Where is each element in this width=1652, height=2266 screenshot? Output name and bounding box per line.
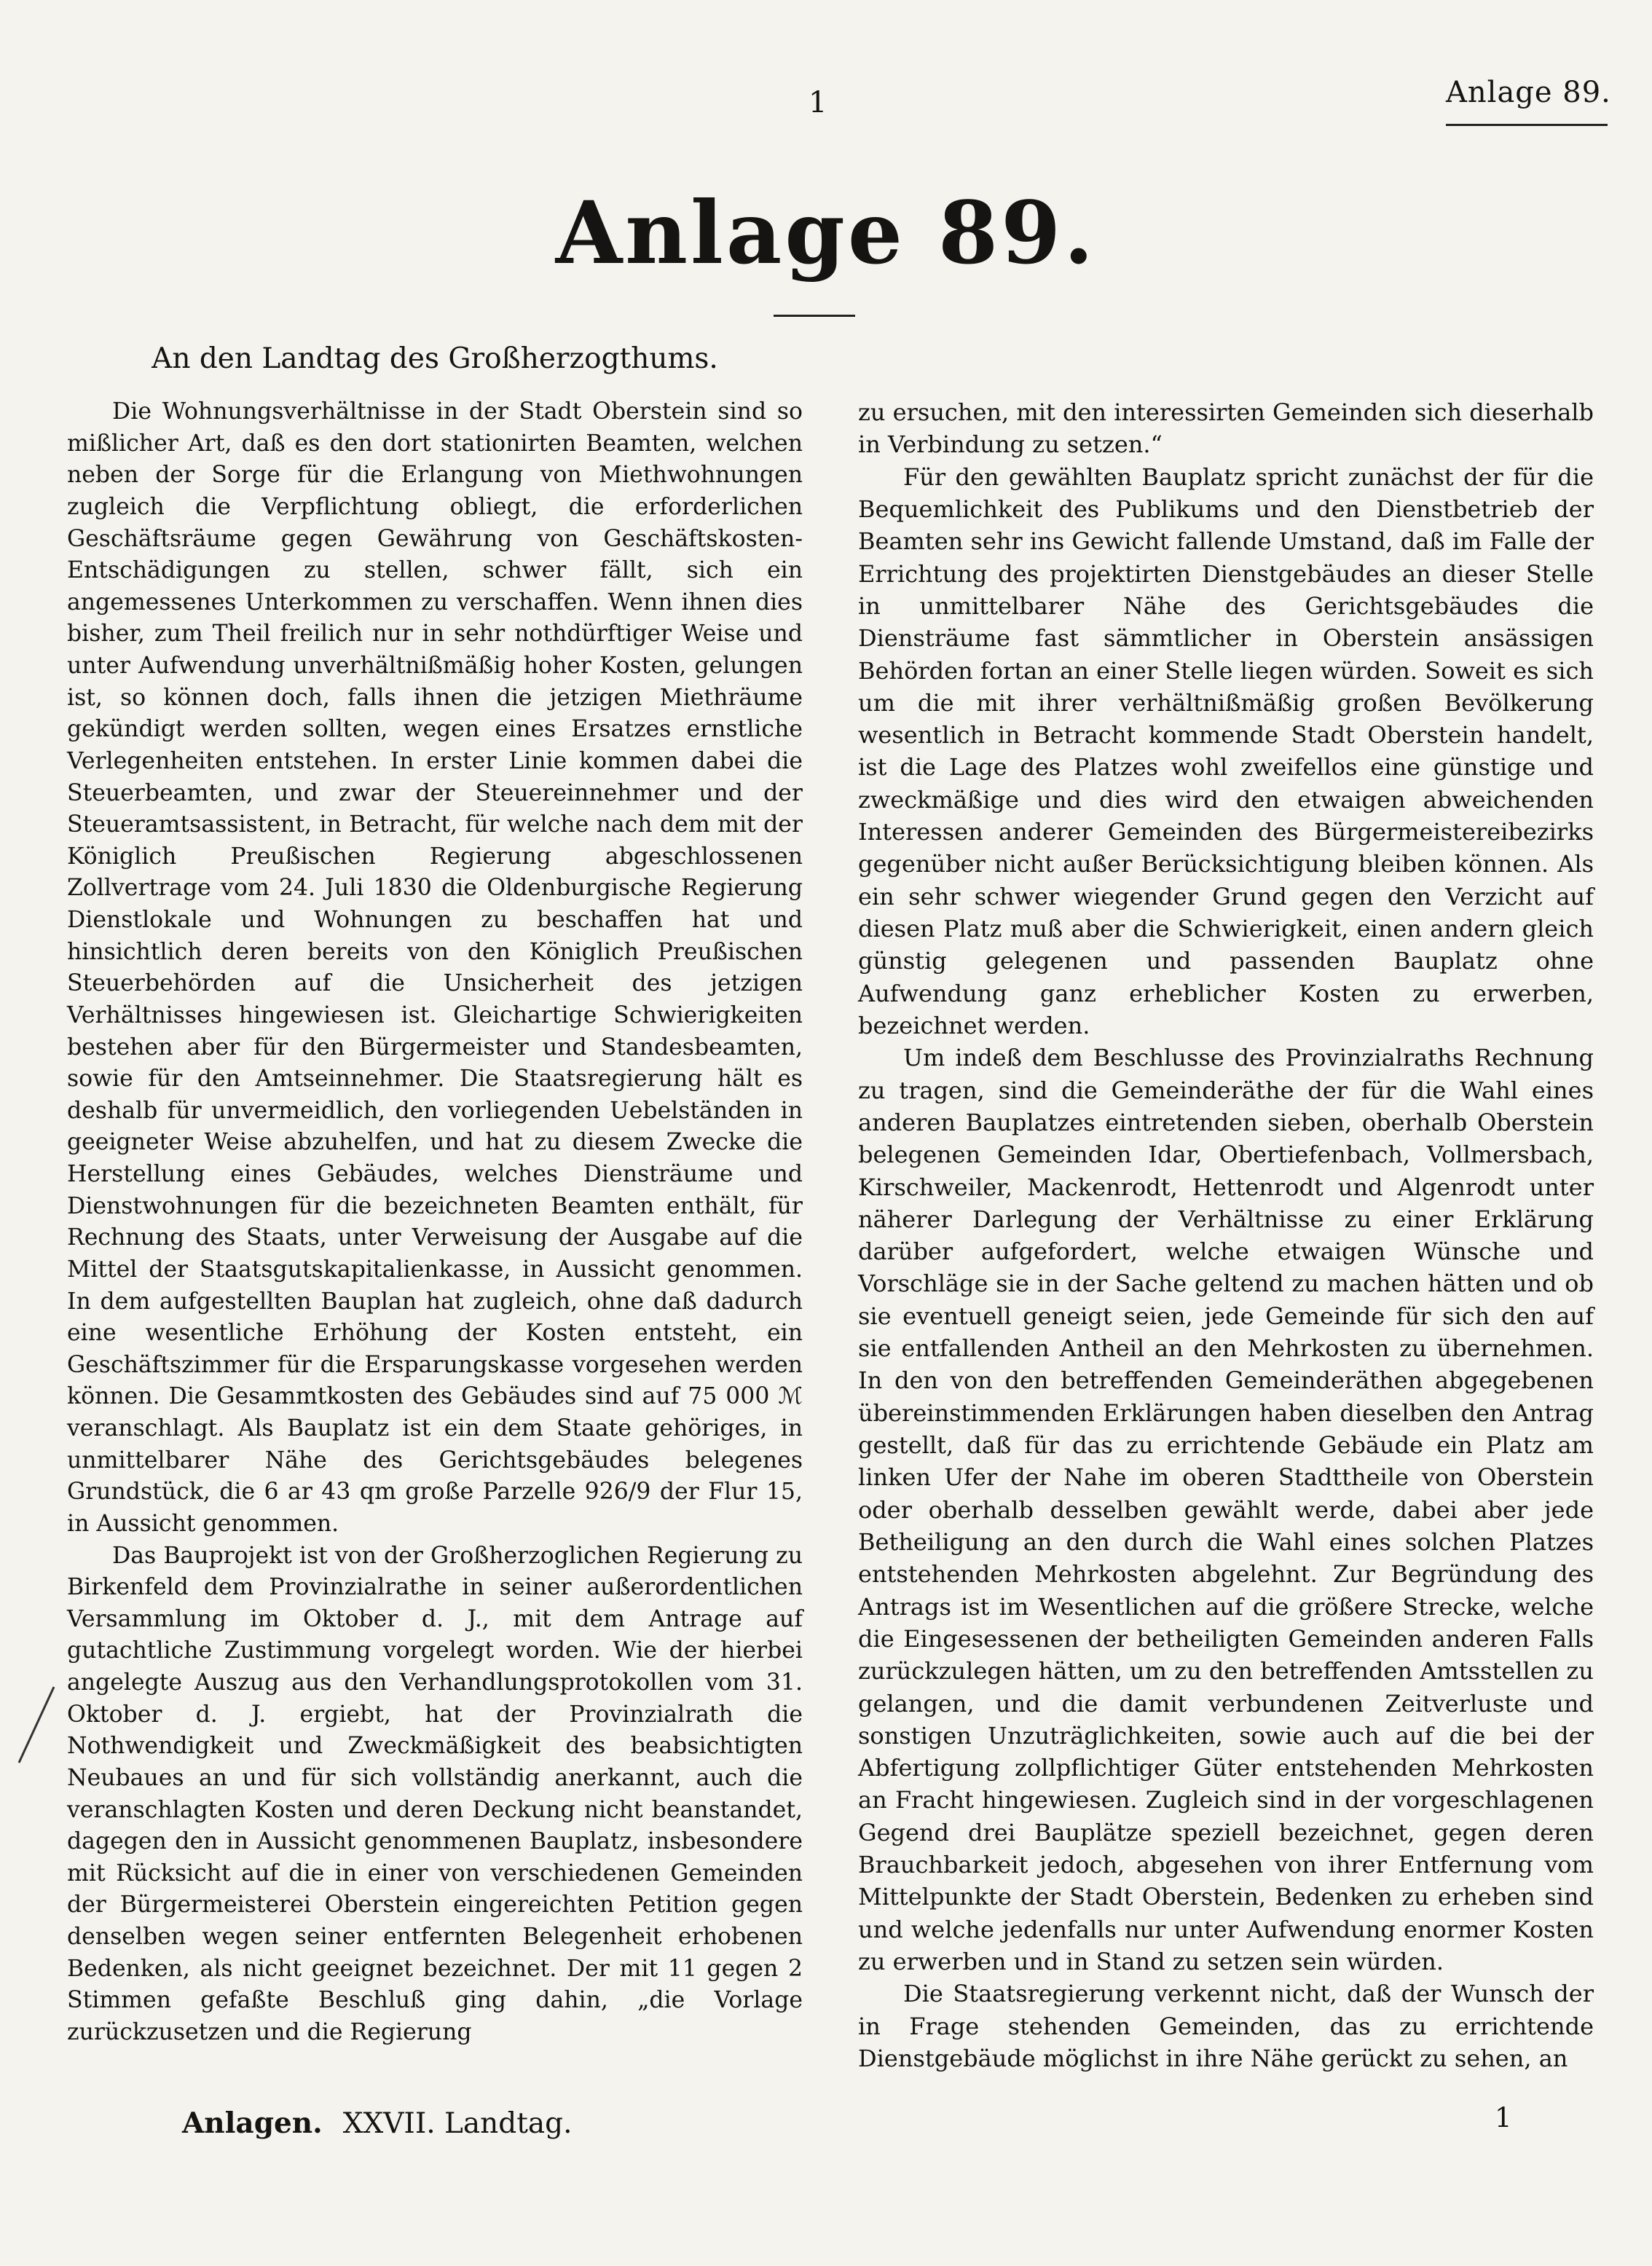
- margin-pencil-mark: [10, 1683, 61, 1773]
- title-rule: [774, 315, 855, 317]
- header-label: Anlage 89.: [1446, 76, 1611, 109]
- footer-label-rest: XXVII. Landtag.: [342, 2107, 573, 2140]
- footer-label: [182, 2106, 573, 2140]
- paragraph: Um indeß dem Beschlusse des Provinzialraths Rechnung zu tragen, sind die Gemeinderäthe der für die Wahl eines anderen Bauplatzes eintretenden sieben, oberhalb Oberstein belegenen Gemeinden Idar, Obertiefenbach, Vollmersbach, Kirschweiler, Mackenrodt, Hettenrodt und Algenrodt unter näherer Darlegung der Verhältnisse zu einer Erklärung darüber aufgefordert, welche etwaigen Wünsche und Vorschläge sie in der Sache geltend zu machen hätten und ob sie eventuell geneigt seien, jede Gemeinde für sich den auf sie entfallenden Antheil an den Mehrkosten zu übernehmen. In den von den betreffenden Gemeinderäthen abgegebenen übereinstimmenden Erklärungen haben dieselben den Antrag gestellt, daß für das zu errichtende Gebäude ein Platz am linken Ufer der Nahe im oberen Stadttheile von Oberstein oder oberhalb desselben gewählt werde, dabei aber jede Betheiligung an den durch die Wahl eines solchen Platzes entstehenden Mehrkosten abgelehnt. Zur Begründung des Antrags ist im Wesentlichen auf die größere Strecke, welche die Eingesessenen der betheiligten Gemeinden anderen Falls zurückzulegen hätten, um zu den betreffenden Amtsstellen zu gelangen, und die damit verbundenen Zeitverluste und sonstigen Unzuträglichkeiten, sowie auch auf die bei der Abfertigung zollpflichtiger Güter entstehenden Mehrkosten an Fracht hingewiesen. Zugleich sind in der vorgeschlagenen Gegend drei Bauplätze speziell bezeichnet, gegen deren Brauchbarkeit jedoch, abgesehen von ihrer Entfernung vom Mittelpunkte der Stadt Oberstein, Bedenken zu erheben sind und welche jedenfalls nur unter Aufwendung enormer Kosten zu erwerben und in Stand zu setzen sein würden.: [858, 1044, 1594, 1975]
- paragraph: Die Wohnungsverhältnisse in der Stadt Oberstein sind so mißlicher Art, daß es den dort stationirten Beamten, welchen neben der Sorge für die Erlangung von Miethwohnungen zugleich die Verpflichtung obliegt, die erforderlichen Geschäftsräume gegen Gewährung von Geschäftskosten-Entschädigungen zu stellen, schwer fällt, sich ein angemessenes Unterkommen zu verschaffen. Wenn ihnen dies bisher, zum Theil freilich nur in sehr nothdürftiger Weise und unter Aufwendung unverhältnißmäßig hoher Kosten, gelungen ist, so können doch, falls ihnen die jetzigen Miethräume gekündigt werden sollten, wegen eines Ersatzes ernstliche Verlegenheiten entstehen. In erster Linie kommen dabei die Steuerbeamten, und zwar der Steuereinnehmer und der Steueramtsassistent, in Betracht, für welche nach dem mit der Königlich Preußischen Regierung abgeschlossenen Zollvertrage vom 24. Juli 1830 die Oldenburgische Regierung Dienstlokale und Wohnungen zu beschaffen hat und hinsichtlich deren bereits von den Königlich Preußischen Steuerbehörden auf die Unsicherheit des jetzigen Verhältnisses hingewiesen ist. Gleichartige Schwierigkeiten bestehen aber für den Bürgermeister und Standesbeamten, sowie für den Amtseinnehmer. Die Staatsregierung hält es deshalb für unvermeidlich, den vorliegenden Uebelständen in geeigneter Weise abzuhelfen, und hat zu diesem Zwecke die Herstellung eines Gebäudes, welches Diensträume und Dienstwohnungen für die bezeichneten Beamten enthält, für Rechnung des Staats, unter Verweisung der Ausgabe auf die Mittel der Staatsgutskapitalienkasse, in Aussicht genommen. In dem aufgestellten Bauplan hat zugleich, ohne daß dadurch eine wesentliche Erhöhung der Kosten entsteht, ein Geschäftszimmer für die Ersparungskasse vorgesehen werden können. Die Gesammtkosten des Gebäudes sind auf 75 000 ℳ veranschlagt. Als Bauplatz ist ein dem Staate gehöriges, in unmittelbarer Nähe des Gerichtsgebäudes belegenes Grundstück, die 6 ar 43 qm große Parzelle 926/9 der Flur 15, in Aussicht genommen.: [67, 398, 803, 1537]
- footer-label-bold: Anlagen.: [182, 2106, 323, 2140]
- right-column: [858, 396, 1594, 2074]
- document-title: Anlage 89.: [555, 182, 1097, 283]
- left-column: [67, 396, 803, 2049]
- paragraph: Für den gewählten Bauplatz spricht zunächst der für die Bequemlichkeit des Publikums und den Dienstbetrieb der Beamten sehr ins Gewicht fallende Umstand, daß im Falle der Errichtung des projektirten Dienstgebäudes an dieser Stelle in unmittelbarer Nähe des Gerichtsgebäudes die Diensträume fast sämmtlicher in Oberstein ansässigen Behörden fortan an einer Stelle liegen würden. Soweit es sich um die mit ihrer verhältnißmäßig großen Bevölkerung wesentlich in Betracht kommende Stadt Oberstein handelt, ist die Lage des Platzes wohl zweifellos eine günstige und zweckmäßige und dies wird den etwaigen abweichenden Interessen anderer Gemeinden des Bürgermeistereibezirks gegenüber nicht außer Berücksichtigung bleiben können. Als ein sehr schwer wiegender Grund gegen den Verzicht auf diesen Platz muß aber die Schwierigkeit, einen andern gleich günstig gelegenen und passenden Bauplatz ohne Aufwendung ganz erheblicher Kosten zu erwerben, bezeichnet werden.: [858, 463, 1594, 1039]
- sheet-number: 1: [1495, 2102, 1512, 2133]
- address-line: An den Landtag des Großherzogthums.: [152, 342, 718, 375]
- paragraph: zu ersuchen, mit den interessirten Gemeinden sich dieserhalb in Verbindung zu setzen.“: [858, 398, 1594, 459]
- header-underline: [1446, 124, 1608, 126]
- paragraph: Das Bauprojekt ist von der Großherzoglichen Regierung zu Birkenfeld dem Provinzialrathe in seiner außerordentlichen Versammlung im Oktober d. J., mit dem Antrage auf gutachtliche Zustimmung vorgelegt worden. Wie der hierbei angelegte Auszug aus den Verhandlungsprotokollen vom 31. Oktober d. J. ergiebt, hat der Provinzialrath die Nothwendigkeit und Zweckmäßigkeit des beabsichtigten Neubaues an und für sich vollständig anerkannt, auch die veranschlagten Kosten und deren Deckung nicht beanstandet, dagegen den in Aussicht genommenen Bauplatz, insbesondere mit Rücksicht auf die in einer von verschiedenen Gemeinden der Bürgermeisterei Oberstein eingereichten Petition gegen denselben wegen seiner entfernten Belegenheit erhobenen Bedenken, als nicht geeignet bezeichnet. Der mit 11 gegen 2 Stimmen gefaßte Beschluß ging dahin, „die Vorlage zurückzusetzen und die Regierung: [67, 1542, 803, 2045]
- page-number: 1: [809, 86, 827, 119]
- paragraph: Die Staatsregierung verkennt nicht, daß der Wunsch der in Frage stehenden Gemeinden, das zu errichtende Dienstgebäude möglichst in ihre Nähe gerückt zu sehen, an: [858, 1980, 1594, 2072]
